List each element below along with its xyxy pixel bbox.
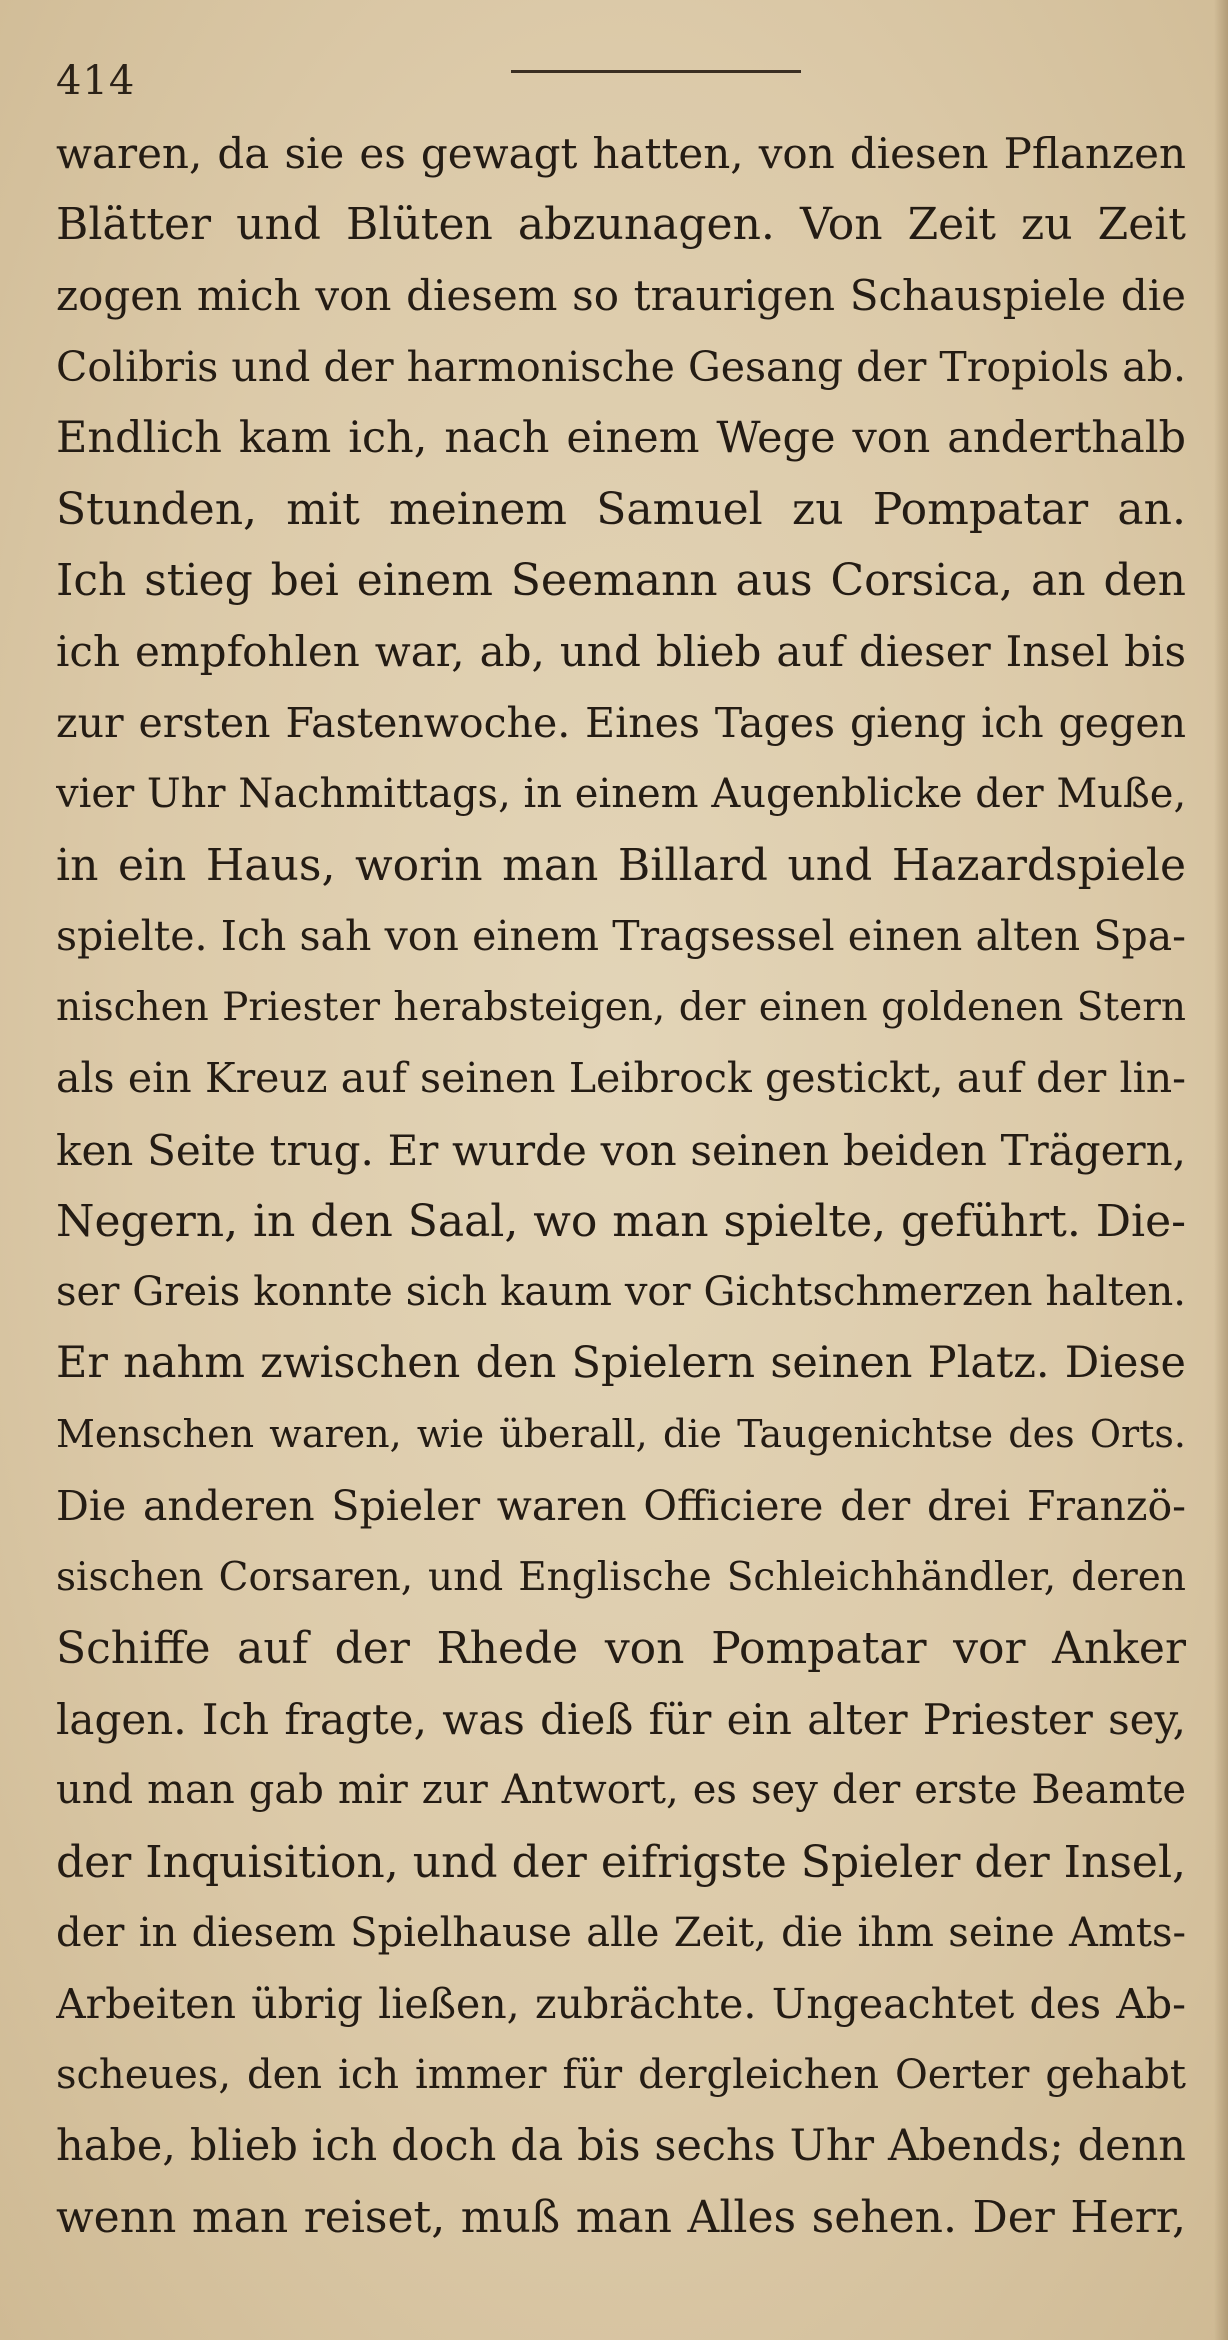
text-line: zur ersten Fastenwoche. Eines Tages gieng ich gegen <box>56 698 1186 747</box>
text-line: Menschen waren, wie überall, die Taugenichtse des Orts. <box>56 1412 1186 1457</box>
text-line: ser Greis konnte sich kaum vor Gichtschmerzen halten. <box>56 1269 1186 1315</box>
text-line: als ein Kreuz auf seinen Leibrock gestickt, auf der lin- <box>56 1054 1186 1103</box>
text-line: nischen Priester herabsteigen, der einen goldenen Stern <box>56 985 1186 1031</box>
text-line: spielte. Ich sah von einem Tragsessel einen alten Spa- <box>56 912 1186 961</box>
text-line: scheues, den ich immer für dergleichen Oerter gehabt <box>56 2052 1186 2099</box>
text-line: sischen Corsaren, und Englische Schleichhändler, deren <box>56 1554 1186 1600</box>
text-line: lagen. Ich fragte, was dieß für ein alter Priester sey, <box>56 1695 1186 1745</box>
text-line: Blätter und Blüten abzunagen. Von Zeit zu Zeit <box>56 199 1186 251</box>
text-line: wenn man reiset, muß man Alles sehen. Der Herr, <box>56 2192 1186 2244</box>
text-line: in ein Haus, worin man Billard und Hazardspiele <box>56 839 1186 891</box>
text-line: Endlich kam ich, nach einem Wege von anderthalb <box>56 412 1186 463</box>
text-line: Er nahm zwischen den Spielern seinen Platz. Diese <box>56 1338 1186 1389</box>
page-header <box>56 58 1186 108</box>
text-line: ich empfohlen war, ab, und blieb auf dieser Insel bis <box>56 627 1186 677</box>
text-line: Colibris und der harmonische Gesang der Tropiols ab. <box>56 342 1186 391</box>
header-rule <box>511 70 801 73</box>
text-line: habe, blieb ich doch da bis sechs Uhr Abends; denn <box>56 2121 1186 2172</box>
text-line: Negern, in den Saal, wo man spielte, geführt. Die- <box>56 1195 1186 1247</box>
text-line: und man gab mir zur Antwort, es sey der erste Beamte <box>56 1767 1186 1814</box>
text-line: zogen mich von diesem so traurigen Schauspiele die <box>56 271 1186 321</box>
text-line: vier Uhr Nachmittags, in einem Augenblicke der Muße, <box>56 770 1186 817</box>
text-line: der in diesem Spielhause alle Zeit, die ihm seine Amts- <box>56 1909 1186 1956</box>
text-line: Ich stieg bei einem Seemann aus Corsica, an den <box>56 555 1186 607</box>
text-line: der Inquisition, und der eifrigste Spieler der Insel, <box>56 1836 1186 1888</box>
text-line: Stunden, mit meinem Samuel zu Pompatar an. <box>56 483 1186 535</box>
text-line: ken Seite trug. Er wurde von seinen beiden Trägern, <box>56 1125 1186 1175</box>
text-line: Schiffe auf der Rhede von Pompatar vor Anker <box>56 1622 1186 1674</box>
body-text <box>56 118 1186 2254</box>
text-line: Die anderen Spieler waren Officiere der drei Franzö- <box>56 1481 1186 1530</box>
text-line: waren, da sie es gewagt hatten, von diesen Pflanzen <box>56 129 1186 178</box>
page-number: 414 <box>56 58 136 104</box>
text-line: Arbeiten übrig ließen, zubrächte. Ungeachtet des Ab- <box>56 1979 1186 2028</box>
